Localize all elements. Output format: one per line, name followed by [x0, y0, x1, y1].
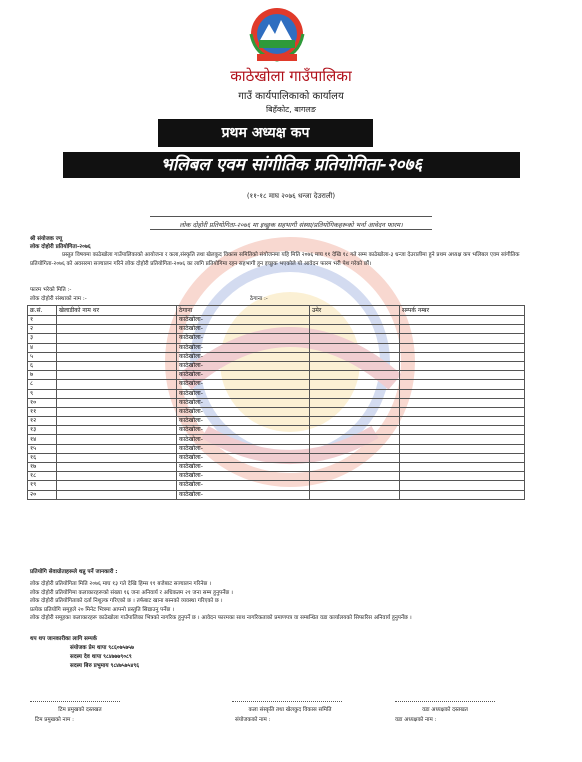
cell-name	[57, 453, 177, 462]
cell-sn: १५	[28, 444, 57, 453]
table-header-row	[28, 306, 525, 316]
cell-sn: १८	[28, 472, 57, 481]
cell-age	[310, 325, 400, 334]
cell-sn: ३	[28, 334, 57, 343]
cell-name	[57, 334, 177, 343]
cell-contact	[400, 490, 525, 499]
cell-sn: ७	[28, 371, 57, 380]
participants-table	[27, 305, 525, 500]
table-row	[28, 481, 525, 490]
col-header-contact: सम्पर्क नम्बर	[400, 306, 525, 316]
table-row	[28, 453, 525, 462]
cell-contact	[400, 426, 525, 435]
cell-sn: ८	[28, 380, 57, 389]
cell-address: काठेखोला-	[177, 361, 310, 370]
cell-address: काठेखोला-	[177, 316, 310, 325]
rules-list	[30, 580, 560, 623]
office-address: बिहँकोट, बागलङ	[266, 105, 316, 114]
signature-title-ward: वडा अध्यक्षको दस्तखत	[422, 707, 468, 713]
cell-address: काठेखोला-	[177, 398, 310, 407]
event-title-banner: भलिबल एवम सांगीतिक प्रतियोगिता-२०७६	[63, 152, 520, 178]
municipality-logo-icon	[245, 4, 309, 64]
rules-heading: प्रतियोगि सेवाग्रोताहरूले थप्नु पर्ने जानकारी :	[30, 569, 118, 575]
cell-age	[310, 490, 400, 499]
cell-contact	[400, 472, 525, 481]
event-dates: (११-१८ माघ २०७६ धन्जा देउराली)	[246, 192, 336, 200]
cell-sn: १३	[28, 426, 57, 435]
contact-line: संयोजक प्रेम थापा ९८६०७५७५७	[70, 645, 135, 651]
cell-contact	[400, 407, 525, 416]
cell-name	[57, 380, 177, 389]
cell-contact	[400, 371, 525, 380]
cell-name	[57, 352, 177, 361]
table-row	[28, 316, 525, 325]
col-header-address: ठेगाना	[177, 306, 310, 316]
cell-address: काठेखोला-	[177, 380, 310, 389]
cell-sn: ४	[28, 343, 57, 352]
cell-contact	[400, 361, 525, 370]
signature-line	[30, 701, 120, 702]
signature-line	[395, 701, 495, 702]
table-row	[28, 352, 525, 361]
cell-address: काठेखोला-	[177, 352, 310, 361]
cell-name	[57, 490, 177, 499]
contact-line: सदस्य देव थापा ९८४७७७९०८९	[70, 654, 132, 660]
cell-sn: १०	[28, 398, 57, 407]
table-row	[28, 398, 525, 407]
cell-address: काठेखोला-	[177, 426, 310, 435]
table-row	[28, 444, 525, 453]
contact-heading: थप थप जानकारीका लागि सम्पर्क	[30, 636, 97, 642]
cell-age	[310, 398, 400, 407]
rule-item: प्रत्येक प्रतियोगि समूहले २० मिनेट भित्रमा आफ्नो प्रस्तुति सिद्याउनु पर्नेछ ।	[30, 606, 175, 613]
signature-title-team: टिम प्रमुखको दस्तखत	[58, 707, 102, 713]
cell-contact	[400, 417, 525, 426]
cell-address: काठेखोला-	[177, 490, 310, 499]
table-row	[28, 463, 525, 472]
cell-name	[57, 371, 177, 380]
cell-age	[310, 407, 400, 416]
table-row	[28, 389, 525, 398]
office-name: गाउँ कार्यपालिकाको कार्यालय	[238, 91, 344, 102]
cell-name	[57, 426, 177, 435]
cell-name	[57, 444, 177, 453]
cell-name	[57, 389, 177, 398]
cell-contact	[400, 316, 525, 325]
cell-address: काठेखोला-	[177, 435, 310, 444]
form-subheading: लोक दोहोरी प्रतियोगिता-२०७६ मा इच्छुक सहभागी संस्था/प्रतियोगिकहरूको भर्ना आवेदन फारम।	[179, 221, 403, 229]
cell-sn: १९	[28, 481, 57, 490]
cell-contact	[400, 343, 525, 352]
cell-name	[57, 463, 177, 472]
cell-name	[57, 325, 177, 334]
cell-age	[310, 463, 400, 472]
cell-age	[310, 444, 400, 453]
table-row	[28, 343, 525, 352]
cell-contact	[400, 463, 525, 472]
cell-name	[57, 435, 177, 444]
rule-item: लोक दोहोरी समूहका कलाकारहरू काठेखोला गाउँपालिका भित्रको नागरिक हुनुपर्ने छ । आवेदन फारमका साथ नागरिकताको प्रमाणपत्र वा सम्बन्धित वडा कार्यालयको सिफारिस अनिवार्य हुनुपर्नेछ ।	[30, 615, 412, 621]
cell-address: काठेखोला-	[177, 444, 310, 453]
cell-sn: १६	[28, 453, 57, 462]
team-head-name-label: टिम प्रमुखको नाम :	[35, 717, 74, 723]
cell-name	[57, 316, 177, 325]
application-body: प्रस्तुत विषयमा काठेखोला गाउँपालिकाको आयोजना र कला,संस्कृति तथा खेलकुद विकास समितिको संयोजनमा यहि मिति २०७६ माघ ११ देखि १८ गते सम्म काठेखोला-३ धन्जा देउरालीमा हुने प्रथम अध्यक्ष कप भलिबल एवम सांगीतिक प्रतियोगिता-२०७६ को अवसरमा सञ्चालन गरिने लोक दोहोरी प्रतियोगिता-२०७६ का लागि प्रतियोगिमा रहन सहभागी हुन इच्छुक भएकोले यो आवेदन फारम भरी पेश गरेको छौं।	[30, 252, 520, 267]
cell-age	[310, 316, 400, 325]
cell-name	[57, 407, 177, 416]
cell-age	[310, 380, 400, 389]
cell-address: काठेखोला-	[177, 371, 310, 380]
cell-age	[310, 453, 400, 462]
cell-contact	[400, 325, 525, 334]
cell-sn: १२	[28, 417, 57, 426]
cell-address: काठेखोला-	[177, 389, 310, 398]
cell-sn: २०	[28, 490, 57, 499]
cell-contact	[400, 380, 525, 389]
cell-name	[57, 472, 177, 481]
col-header-name: खेलाडीको नाम थर	[57, 306, 177, 316]
cell-sn: २	[28, 325, 57, 334]
cell-contact	[400, 398, 525, 407]
cell-contact	[400, 435, 525, 444]
municipality-name: काठेखोला गाउँपालिका	[230, 67, 352, 85]
table-row	[28, 371, 525, 380]
cell-age	[310, 426, 400, 435]
cell-contact	[400, 444, 525, 453]
cell-sn: ६	[28, 361, 57, 370]
table-row	[28, 407, 525, 416]
cell-name	[57, 343, 177, 352]
cell-contact	[400, 481, 525, 490]
cell-address: काठेखोला-	[177, 407, 310, 416]
cell-contact	[400, 389, 525, 398]
cell-address: काठेखोला-	[177, 343, 310, 352]
table-row	[28, 435, 525, 444]
rule-item: लोक दोहोरी प्रतियोगिमा कलाकारहरूको संख्या १६ जना अनिवार्य र अधिकतम २१ जना सम्म हुनुपर्नेछ ।	[30, 589, 233, 596]
divider-bottom	[150, 229, 432, 230]
rule-item: लोक दोहोरी प्रतियोगिताको दर्ता निशुल्क गरिएको छ । तर्फबाट खाना बस्नको व्यवस्था गरिएको छ ।	[30, 598, 223, 604]
table-row	[28, 380, 525, 389]
ward-head-name-label: वडा अध्यक्षको नाम :	[395, 717, 437, 723]
table-row	[28, 361, 525, 370]
table-row	[28, 417, 525, 426]
rule-item: लोक दोहोरी प्रतियोगिता मिति २०७६ माघ १३ गते देखि हिम्स ११ बजेबाट सञ्चालन गरिनेछ ।	[30, 581, 212, 587]
cell-address: काठेखोला-	[177, 481, 310, 490]
table-row	[28, 334, 525, 343]
cell-sn: १	[28, 316, 57, 325]
cup-title-banner: प्रथम अध्यक्ष कप	[159, 120, 372, 146]
group-address-label: ठेगाना :-	[250, 296, 268, 302]
cell-address: काठेखोला-	[177, 417, 310, 426]
cell-name	[57, 361, 177, 370]
table-row	[28, 325, 525, 334]
cell-address: काठेखोला-	[177, 453, 310, 462]
cell-name	[57, 398, 177, 407]
coordinator-name-label: संयोजकको नाम :	[235, 717, 271, 723]
table-row	[28, 472, 525, 481]
cell-contact	[400, 352, 525, 361]
group-name-label: लोक दोहोरी संस्थाको नाम :-	[30, 296, 87, 302]
signature-line	[232, 701, 342, 702]
cell-age	[310, 352, 400, 361]
cell-age	[310, 481, 400, 490]
cell-sn: ११	[28, 407, 57, 416]
cell-address: काठेखोला-	[177, 463, 310, 472]
cell-address: काठेखोला-	[177, 325, 310, 334]
cell-sn: १४	[28, 435, 57, 444]
salutation: श्री संयोजक ज्यू	[30, 236, 63, 242]
cell-sn: १७	[28, 463, 57, 472]
cell-age	[310, 435, 400, 444]
table-row	[28, 426, 525, 435]
col-header-age: उमेर	[310, 306, 400, 316]
cell-age	[310, 389, 400, 398]
cell-age	[310, 361, 400, 370]
committee-name: लोक दोहोरी प्रतियोगिता-२०७६	[30, 244, 91, 250]
divider-top	[150, 216, 432, 217]
cell-address: काठेखोला-	[177, 334, 310, 343]
cell-contact	[400, 453, 525, 462]
cell-age	[310, 334, 400, 343]
signature-title-committee: कला संस्कृति तथा खेलकुद विकास समिति	[248, 707, 332, 713]
cell-name	[57, 481, 177, 490]
col-header-sn: क्र.सं.	[28, 306, 57, 316]
apply-date-label: फारम भरेको मिति :-	[30, 287, 72, 293]
cell-age	[310, 417, 400, 426]
cell-sn: ९	[28, 389, 57, 398]
cell-age	[310, 343, 400, 352]
cell-age	[310, 371, 400, 380]
table-row	[28, 490, 525, 499]
cell-contact	[400, 334, 525, 343]
contact-line: सदस्य बिरु प्रभुमाय ९८४७५७५४९६	[70, 663, 140, 669]
cell-address: काठेखोला-	[177, 472, 310, 481]
cell-name	[57, 417, 177, 426]
cell-age	[310, 472, 400, 481]
cell-sn: ५	[28, 352, 57, 361]
